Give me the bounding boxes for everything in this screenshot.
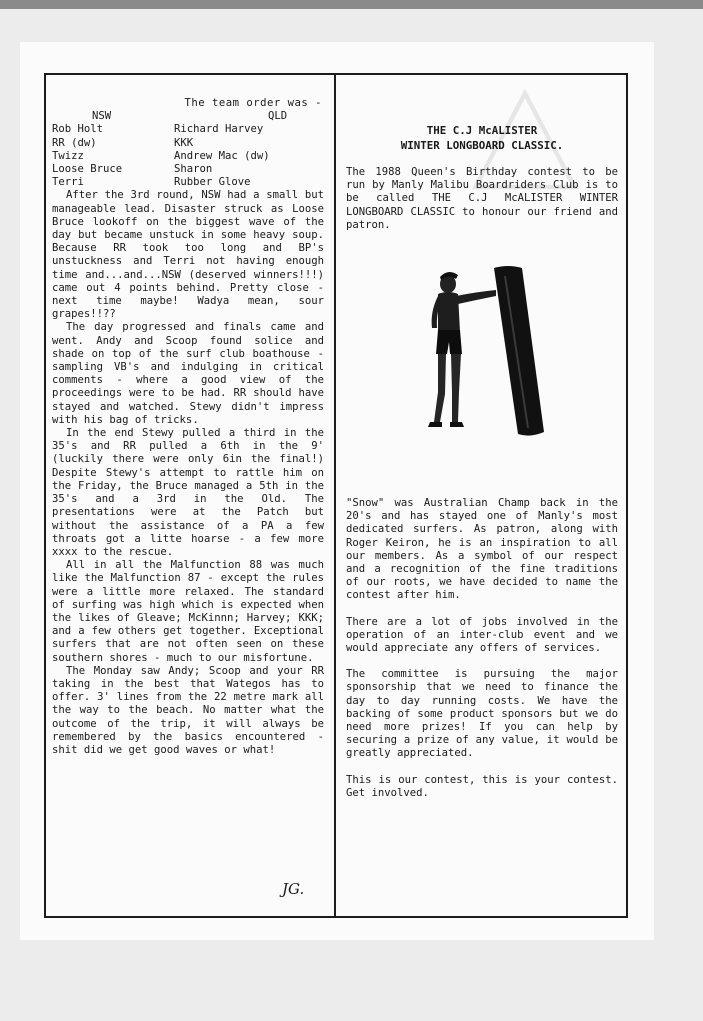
team-member-qld: KKK xyxy=(174,136,194,149)
paragraph: After the 3rd round, NSW had a small but manageable lead. Disaster struck as Loose Bruce lookoff on the biggest wave of the day but became unstuck in some heavy soup. Because RR took too long and BP's unstuckness and Terri not having enough time and...and...NSW (deserved winners!!!) came out 4 points behind. Pretty close - next time maybe! Wadya mean, sour grapes!!?? xyxy=(52,189,324,321)
team-row xyxy=(52,163,324,176)
team-order-heading: The team order was - xyxy=(184,97,322,109)
paragraph: In the end Stewy pulled a third in the 35's and RR pulled a 6th in the 9' (luckily there were only 6in the final!) Despite Stewy's attempt to rattle him on the Friday, the Bruce managed a 5th in the 35's and a 3rd in the Old. The presentations were at the Patch but without the assistance of a PA a few throats got a litte hoarse - a few more xxxx to the rescue. xyxy=(52,427,324,558)
paragraph: The committee is pursuing the major sponsorship that we need to finance the day to day running costs. We have the backing of some product sponsors but we do need more prizes! If you can help by securing a prize of any value, it would be greatly appreciated. xyxy=(346,668,618,760)
team-row xyxy=(52,176,324,189)
team-member-nsw: Terri xyxy=(52,176,84,189)
surfer-with-longboard-photo-icon xyxy=(412,262,552,440)
author-signature: JG. xyxy=(282,880,305,898)
team-member-qld: Andrew Mac (dw) xyxy=(174,149,270,162)
paragraph: The day progressed and finals came and went. Andy and Scoop found solice and shade on top of the surf club boathouse - sampling VB's and indulging in critical comments - where a good view of the proceedings were to be had. RR should have stayed and watched. Stewy didn't impress with his bag of tricks. xyxy=(52,321,324,426)
team-row xyxy=(52,150,324,163)
left-column xyxy=(52,97,324,757)
team-member-nsw: Twizz xyxy=(52,149,84,162)
column-divider xyxy=(334,73,336,918)
team-header-nsw: NSW xyxy=(92,110,112,123)
team-member-nsw: RR (dw) xyxy=(52,136,97,149)
right-column-body xyxy=(346,497,618,800)
paragraph: The Monday saw Andy; Scoop and your RR taking in the best that Wategos has to offer. 3' lines from the 22 metre mark all the way to the beach. No matter what the outcome of the trip, it will always be remembered by the basics encountered - shit did we get good waves or what! xyxy=(52,664,324,756)
paragraph: All in all the Malfunction 88 was much like the Malfunction 87 - except the rules were a little more relaxed. The standard of surfing was high which is expected when the likes of Gleave; McKinnn; Harvey; KKK; and a few others get together. Exceptional surfers that are not often seen on these southern shores - much to our misfortune. xyxy=(52,559,324,664)
team-row xyxy=(52,137,324,150)
paragraph: The 1988 Queen's Birthday contest to be run by Manly Malibu Boardriders Club is to be called THE C.J McALISTER WINTER LONGBOARD CLASSIC to honour our friend and patron. xyxy=(346,166,618,231)
team-member-nsw: Rob Holt xyxy=(52,123,104,136)
paragraph: There are a lot of jobs involved in the operation of an inter-club event and we would appreciate any offers of services. xyxy=(346,615,618,655)
right-column-header xyxy=(346,123,618,232)
window-top-bar xyxy=(0,0,703,9)
paragraph: This is our contest, this is your contest. Get involved. xyxy=(346,773,618,799)
paragraph: "Snow" was Australian Champ back in the 20's and has stayed one of Manly's most dedicated surfers. As patron, along with Roger Keiron, he is an inspiration to all our members. As a symbol of our respect and a recognition of the fine traditions of our roots, we have decided to name the contest after him. xyxy=(346,497,618,602)
team-header-row xyxy=(52,110,324,123)
article-title-line2: WINTER LONGBOARD CLASSIC. xyxy=(400,139,564,152)
team-member-qld: Rubber Glove xyxy=(174,176,251,189)
team-member-qld: Richard Harvey xyxy=(174,123,264,136)
team-member-nsw: Loose Bruce xyxy=(52,163,123,176)
team-row xyxy=(52,123,324,136)
article-title-line1: THE C.J McALISTER xyxy=(426,124,538,137)
team-header-qld: QLD xyxy=(268,110,288,123)
team-member-qld: Sharon xyxy=(174,163,213,176)
